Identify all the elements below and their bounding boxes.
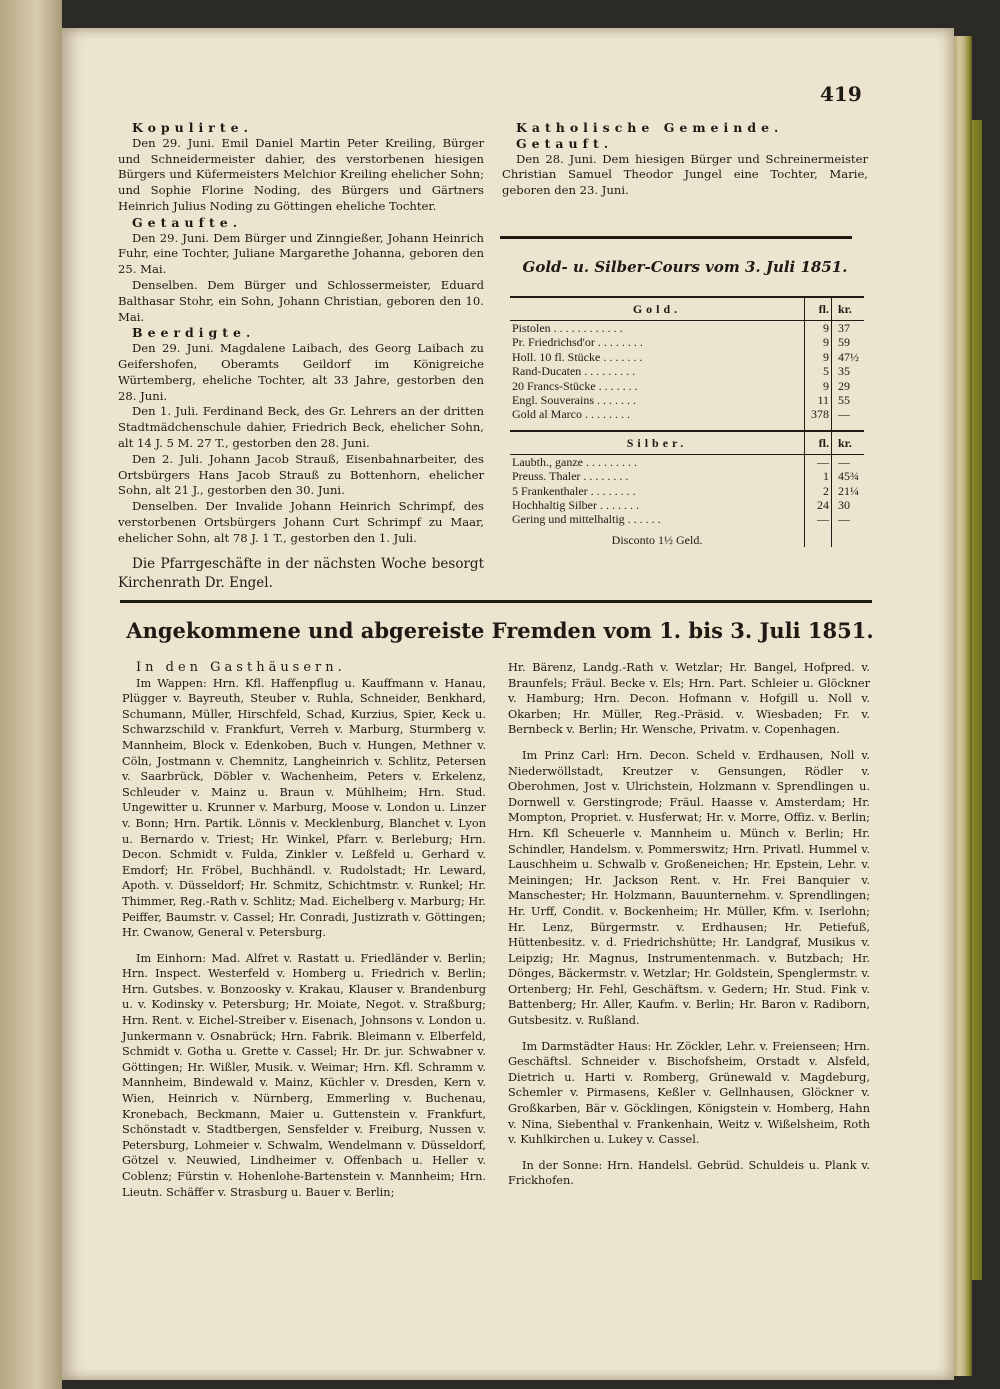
cours-title: Gold- u. Silber-Cours vom 3. Juli 1851. [522,258,848,276]
cours-row [510,407,864,421]
left-column-top [118,120,484,593]
getaufte-entry-1: Den 29. Juni. Dem Bürger und Zinngießer, Johann Heinrich Fuhr, eine Tochter, Juliane Margarethe Johanna, geboren den 25. Mai. [118,230,484,277]
fremden-continued: Hr. Bärenz, Landg.-Rath v. Wetzlar; Hr. Bangel, Hofpred. v. Braunfels; Fräul. Becke v. Els; Hrn. Part. Schleier u. Glöckner v. Hamburg; Hrn. Decon. Hofmann v. Hofgill u. Noll v. Okarben; Hr. Müller, Reg.-Präsid. v. Wiesbaden; Fr. v. Bernbeck v. Berlin; Hr. Wensche, Privatm. v. Copenhagen. [508,661,870,737]
einhorn-list: Im Einhorn: Mad. Alfret v. Rastatt u. Friedländer v. Berlin; Hrn. Inspect. Westerfeld v. Homberg u. Friedrich v. Berlin; Hrn. Gutsbes. v. Bonzoosky v. Krakau, Klauser v. Brandenburg u. v. Kodinsky v. Petersburg; Hr. Moiate, Negot. v. Straßburg; Hrn. Rent. v. Eichel-Streiber v. Eisenach, Johnsons v. London u. Junkermann v. Osnabrück; Hrn. Fabrik. Bleimann v. Elberfeld, Schmidt v. Gotha u. Grette v. Cassel; Hr. Dr. jur. Schwabner v. Göttingen; Hr. Wißler, Musik. v. Weimar; Hrn. Kfl. Schramm v. Mannheim, Bindewald v. Mainz, Küchler v. Dresden, Kern v. Wien, Heinrich v. Nürnberg, Emmerling v. Buchenau, Kronebach, Beckmann, Maier u. Guttenstein v. Frankfurt, Schönstadt v. Stadtbergen, Sensfelder v. Freiburg, Nussen v. Petersburg, Lohmeier v. Schwalm, Wendelmann v. Düsseldorf, Götzel v. Neuwied, Lindheimer v. Offenbach u. Heller v. Coblenz; Fürstin v. Hohenlohe-Bartenstein v. Mannheim; Hrn. Lieutn. Schäffer v. Strasburg u. Bauer v. Berlin; [122,951,486,1199]
binding-strip [972,120,982,1280]
cours-cell-kr: 30 [832,498,865,512]
cours-cell-kr: 37 [832,321,865,336]
heading-getaufte: Getaufte. [132,214,243,230]
prinz-carl-list: Im Prinz Carl: Hrn. Decon. Scheld v. Erdhausen, Noll v. Niederwöllstadt, Kreutzer v. Gensungen, Rödler v. Oberohmen, Jost v. Ulrichstein, Holzmann v. Sprendlingen u. Dornwell v. Gerstingrode; Fräul. Haasse v. Amsterdam; Hr. Mompton, Propriet. v. Husferwat; Hr. v. Morre, Offiz. v. Berlin; Hrn. Kfl Scheuerle v. Mannheim u. Münch v. Berlin; Hr. Schindler, Handelsm. v. Pommerswitz; Hrn. Privatl. Hummel v. Lauschheim u. Schwalb v. Großeneichen; Hr. Epstein, Lehr. v. Meiningen; Hr. Jackson Rent. v. Hr. Frei Banquier v. Manschester; Hr. Holzmann, Bauunternehm. v. Sprendlingen; Hr. Urff, Condit. v. Bockenheim; Hr. Müller, Kfm. v. Iserlohn; Hr. Lenz, Bürgermstr. v. Erdhausen; Hr. Petiefuß, Hüttenbesitz. v. d. Friedrichshütte; Hr. Landgraf, Musikus v. Leipzig; Hr. Magnus, Instrumentenmach. v. Butzbach; Hr. Dönges, Bäckermstr. v. Wetzlar; Hr. Goldstein, Spenglermstr. v. Ortenberg; Hr. Fehl, Geschäftsm. v. Gedern; Hr. Stud. Fink v. Battenberg; Hr. Aller, Kaufm. v. Berlin; Hr. Baron v. Radiborn, Gutsbesitz. v. Rußland. [508,748,870,1028]
cours-cell-name: Preuss. Thaler . . . . . . . . [512,469,629,484]
cours-cell-kr: 55 [832,393,865,407]
cours-table [510,296,864,547]
beerdigte-entry-2: Den 1. Juli. Ferdinand Beck, des Gr. Lehrers an der dritten Stadtmädchenschule dahier, Friedrich Beck, ehelicher Sohn, alt 14 J. 5 M. 27 T., gestorben den 28. Juni. [118,404,484,450]
cours-cell-name: Hochhaltig Silber . . . . . . . [512,498,639,513]
divider-rule [500,236,852,239]
cours-cell-fl: — [805,512,832,526]
cours-cell-kr: 29 [832,379,865,393]
cours-cell-name: Pistolen . . . . . . . . . . . . [512,321,623,335]
cours-cell-fl: 5 [805,364,832,378]
cours-row [510,393,864,407]
cours-cell-name: Pr. Friedrichsd'or . . . . . . . . [512,335,643,350]
heading-katholische: Katholische Gemeinde. [516,120,784,135]
cours-row [510,321,864,336]
cours-cell-kr: 35 [832,364,865,378]
cours-cell-name: 20 Francs-Stücke . . . . . . . [512,378,638,393]
cours-cell-fl: 2 [805,484,832,498]
cours-row [510,484,864,498]
beerdigte-entry-3: Den 2. Juli. Johann Jacob Strauß, Eisenbahnarbeiter, des Ortsbürgers Hans Jacob Strauß zu Bottenhorn, ehelicher Sohn, alt 21 J., gestorben den 30. Juni. [118,451,484,498]
cours-cell-fl: 9 [805,335,832,349]
cours-row [510,335,864,349]
getaufte-entry-2: Denselben. Dem Bürger und Schlossermeister, Eduard Balthasar Stohr, ein Sohn, Johann Christian, geboren den 10. Mai. [118,277,484,324]
cours-cell-fl: 9 [805,350,832,364]
col-kr-header: kr. [832,431,865,455]
cours-header-row [510,297,864,321]
cours-cell-fl: — [805,454,832,469]
cours-row [510,469,864,483]
cours-row [510,350,864,364]
disconto: Disconto 1½ Geld. [611,532,703,547]
wappen-list: Im Wappen: Hrn. Kfl. Haffenpflug u. Kauffmann v. Hanau, Plügger v. Bayreuth, Steuber v. Ruhla, Schneider, Benkhard, Schumann, Müller, Hirschfeld, Schad, Kurzius, Spier, Keck u. Schwarzschild v. Frankfurt, Verreh v. Marburg, Sturmberg v. Mannheim, Block v. Edenkoben, Buch v. Hungen, Methner v. Cöln, Jostmann v. Chemnitz, Langheinrich v. Schlitz, Petersen v. Saarbrück, Döbler v. Wachenheim, Peters v. Erkelenz, Schleuder v. Mainz u. Braun v. Mühlheim; Hrn. Stud. Ungewitter u. Krunner v. Marburg, Moose v. London u. Linzer v. Bonn; Hrn. Partik. Lönnis v. Mecklenburg, Blanchet v. Lyon u. Bernardo v. Triest; Hr. Winkel, Pfarr. v. Berleburg; Hrn. Decon. Schmidt v. Fulda, Zinkler v. Leßfeld u. Gerhard v. Emdorf; Hr. Fröbel, Buchhändl. v. Rudolstadt; Hr. Leward, Apoth. v. Düsseldorf; Hr. Schmitz, Schichtmstr. v. Runkel; Hr. Thimmer, Reg.-Rath v. Schlitz; Mad. Eichelberg v. Marburg; Hr. Peiffer, Baumstr. v. Cassel; Hr. Conradi, Justizrath v. Göttingen; Hr. Cwanow, General v. Petersburg. [122,676,486,940]
cours-header-row [510,431,864,455]
cours-cell-name: Gold al Marco . . . . . . . . [512,407,630,422]
cours-cell-fl: 378 [805,407,832,421]
cours-row [510,454,864,469]
cours-section-label: Silber. [510,431,805,455]
heading-getauft: Getauft. [516,135,614,151]
page-number: 419 [820,82,862,106]
beerdigte-entry-1: Den 29. Juni. Magdalene Laibach, des Georg Laibach zu Geifershofen, Oberamts Geildorf im Königreiche Würtemberg, eheliche Tochter, alt 33 Jahre, gestorben den 28. Juni. [118,341,484,403]
cours-cell-kr: 59 [832,335,865,349]
sonne-list: In der Sonne: Hrn. Handelsl. Gebrüd. Schuldeis u. Plank v. Frickhofen. [508,1158,870,1188]
cours-cell-name: Rand-Ducaten . . . . . . . . . [512,364,636,379]
cours-row [510,512,864,526]
cours-row [510,364,864,378]
pfarr-note: Die Pfarrgeschäfte in der nächsten Woche besorgt Kirchenrath Dr. Engel. [118,555,484,591]
cours-cell-name: Gering und mittelhaltig . . . . . . [512,512,661,527]
cours-cell-name: 5 Frankenthaler . . . . . . . . [512,483,636,498]
cours-cell-fl: 9 [805,379,832,393]
heading-kopulirte: Kopulirte. [132,120,253,135]
heading-beerdigte: Beerdigte. [132,325,256,341]
kopulirte-entry: Den 29. Juni. Emil Daniel Martin Peter Kreiling, Bürger und Schneidermeister dahier, des verstorbenen hiesigen Bürgers und Küfermeisters Melchior Kreiling ehelicher Sohn; und Sophie Florine Noding, des Bürgers und Gärtners Heinrich Julius Noding zu Göttingen eheliche Tochter. [118,135,484,213]
cours-cell-kr: 21¼ [832,484,865,498]
cours-cell-kr: 45¾ [832,469,865,483]
darmstaedter-haus-list: Im Darmstädter Haus: Hr. Zöckler, Lehr. v. Freienseen; Hrn. Geschäftsl. Schneider v. Bischofsheim, Orstadt v. Alsfeld, Dietrich u. Harti v. Romberg, Grünewald v. Magdeburg, Schemler v. Pirmasens, Keßler v. Gellnhausen, Glöckner v. Großkarben, Bär v. Göcklingen, Königstein v. Homberg, Hahn v. Nina, Siebenthal v. Frankenhain, Weitz v. Wißelsheim, Roth v. Kuhlkirchen u. Lukey v. Cassel. [508,1039,870,1147]
disconto-row [510,527,864,547]
fremden-left-column [122,660,486,1200]
cours-cell-name: Holl. 10 fl. Stücke . . . . . . . [512,349,643,364]
beerdigte-entry-4: Denselben. Der Invalide Johann Heinrich Schrimpf, des verstorbenen Ortsbürgers Johann Curt Schrimpf zu Maar, ehelicher Sohn, alt 78 J. 1 T., gestorben den 1. Juli. [118,499,484,545]
cours-cell-fl: 24 [805,498,832,512]
cours-cell-kr: 47½ [832,350,865,364]
katholisch-entry: Den 28. Juni. Dem hiesigen Bürger und Schreinermeister Christian Samuel Theodor Jungel eine Tochter, Marie, geboren den 23. Juni. [502,151,868,198]
cours-cell-name: Laubth., ganze . . . . . . . . . [512,454,637,469]
cours-cell-kr: — [832,454,865,469]
col-kr-header: kr. [832,297,865,321]
cours-cell-fl: 9 [805,321,832,336]
fremden-subhead: In den Gasthäusern. [136,660,346,675]
fremden-right-column [508,660,870,1189]
cours-cell-kr: — [832,512,865,526]
section-rule [120,600,872,603]
facing-page-edge [0,0,62,1389]
cours-cell-fl: 11 [805,393,832,407]
col-fl-header: fl. [805,297,832,321]
col-fl-header: fl. [805,431,832,455]
cours-cell-name: Engl. Souverains . . . . . . . [512,393,636,408]
fremden-title: Angekommene und abgereiste Fremden vom 1. bis 3. Juli 1851. [126,618,874,643]
cours-cell-kr: — [832,407,865,421]
cours-row [510,379,864,393]
page-stack-edge [954,36,972,1376]
right-column-top [502,120,868,199]
cours-row [510,498,864,512]
cours-cell-fl: 1 [805,469,832,483]
cours-section-label: Gold. [510,297,805,321]
